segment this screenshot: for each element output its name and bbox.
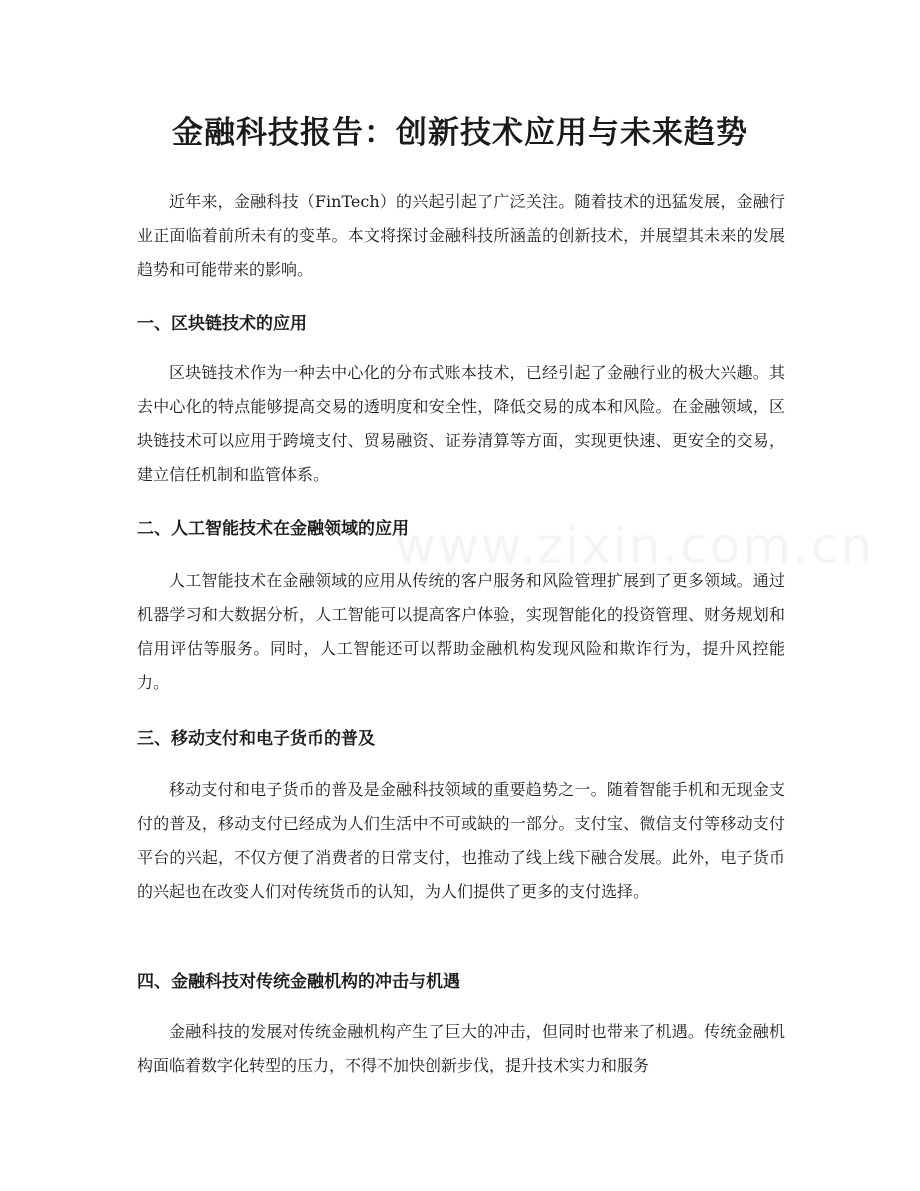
section-body-4: 金融科技的发展对传统金融机构产生了巨大的冲击，但同时也带来了机遇。传统金融机构面临着数字化转型的压力，不得不加快创新步伐，提升技术实力和服务 xyxy=(137,1022,785,1075)
section-heading-4: 四、金融科技对传统金融机构的冲击与机遇 xyxy=(137,972,460,992)
section-heading-3: 三、移动支付和电子货币的普及 xyxy=(137,729,375,749)
section-heading-2: 二、人工智能技术在金融领域的应用 xyxy=(137,519,409,539)
section-body-3: 移动支付和电子货币的普及是金融科技领域的重要趋势之一。随着智能手机和无现金支付的普及，移动支付已经成为人们生活中不可或缺的一部分。支付宝、微信支付等移动支付平台的兴起，不仅方便了消费者的日常支付，也推动了线上线下融合发展。此外，电子货币的兴起也在改变人们对传统货币的认知，为人们提供了更多的支付选择。 xyxy=(137,780,785,901)
document-title: 金融科技报告：创新技术应用与未来趋势 xyxy=(172,115,748,151)
section-body-2: 人工智能技术在金融领域的应用从传统的客户服务和风险管理扩展到了更多领域。通过机器学习和大数据分析，人工智能可以提高客户体验，实现智能化的投资管理、财务规划和信用评估等服务。同时，人工智能还可以帮助金融机构发现风险和欺诈行为，提升风控能力。 xyxy=(137,571,785,692)
intro-paragraph: 近年来，金融科技（FinTech）的兴起引起了广泛关注。随着技术的迅猛发展，金融行业正面临着前所未有的变革。本文将探讨金融科技所涵盖的创新技术，并展望其未来的发展趋势和可能带来的影响。 xyxy=(137,192,785,279)
section-heading-1: 一、区块链技术的应用 xyxy=(137,314,307,334)
section-body-1: 区块链技术作为一种去中心化的分布式账本技术，已经引起了金融行业的极大兴趣。其去中心化的特点能够提高交易的透明度和安全性，降低交易的成本和风险。在金融领域，区块链技术可以应用于跨境支付、贸易融资、证券清算等方面，实现更快速、更安全的交易，建立信任机制和监管体系。 xyxy=(137,363,785,484)
